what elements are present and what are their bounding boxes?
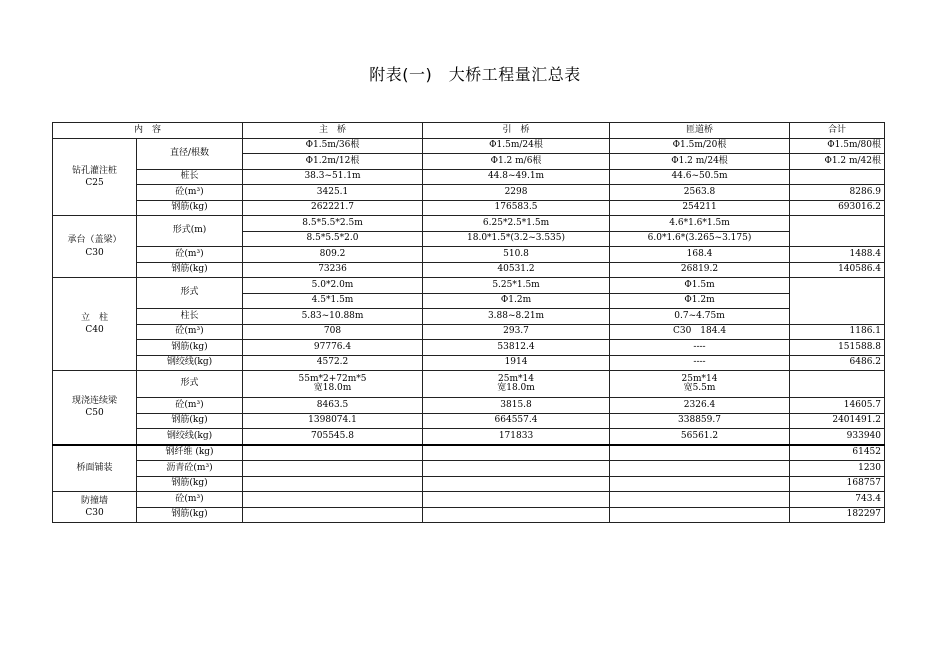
cell: 182297: [790, 507, 885, 523]
cell: 18.0*1.5*(3.2~3.535): [423, 231, 610, 247]
cell: 5.0*2.0m: [243, 278, 423, 294]
cell: 6.25*2.5*1.5m: [423, 216, 610, 232]
cell: [243, 507, 423, 523]
cell: Φ1.2m: [610, 293, 790, 309]
cell: 25m*14 宽18.0m: [423, 371, 610, 398]
header-approach-bridge: 引 桥: [423, 123, 610, 139]
section-barrier: 防撞墙 C30: [53, 492, 137, 523]
cell: [610, 461, 790, 477]
row-label: 钢筋(kg): [137, 476, 243, 492]
table-row: [53, 340, 885, 356]
cell: [243, 476, 423, 492]
cell: 6486.2: [790, 355, 885, 371]
row-label: 砼(m³): [137, 324, 243, 340]
cell: 5.25*1.5m: [423, 278, 610, 294]
cell: 140586.4: [790, 262, 885, 278]
table-row: [53, 371, 885, 398]
cell: 262221.7: [243, 200, 423, 216]
cell: 151588.8: [790, 340, 885, 356]
cell: 5.83~10.88m: [243, 309, 423, 325]
cell: [423, 492, 610, 508]
cell: 338859.7: [610, 413, 790, 429]
row-label: 钢筋(kg): [137, 413, 243, 429]
quantity-summary-table: [52, 122, 885, 523]
row-label: 钢纤维 (kg): [137, 445, 243, 461]
cell: 6.0*1.6*(3.265~3.175): [610, 231, 790, 247]
table-row: [53, 445, 885, 461]
table-row: [53, 169, 885, 185]
row-label: 砼(m³): [137, 492, 243, 508]
cell: 664557.4: [423, 413, 610, 429]
section-cap: 承台（盖梁） C30: [53, 216, 137, 278]
cell: 1488.4: [790, 247, 885, 263]
header-total: 合计: [790, 123, 885, 139]
cell: 933940: [790, 429, 885, 445]
cell: 4.5*1.5m: [243, 293, 423, 309]
cell: 693016.2: [790, 200, 885, 216]
table-row: [53, 262, 885, 278]
cell: 55m*2+72m*5 宽18.0m: [243, 371, 423, 398]
table-row: [53, 324, 885, 340]
cell: 1186.1: [790, 324, 885, 340]
row-label: 钢绞线(kg): [137, 355, 243, 371]
cell: Φ1.5m/80根: [790, 138, 885, 154]
cell: Φ1.2m/12根: [243, 154, 423, 170]
cell: Φ1.5m/20根: [610, 138, 790, 154]
row-label: 钢绞线(kg): [137, 429, 243, 445]
cell: 254211: [610, 200, 790, 216]
cell: 53812.4: [423, 340, 610, 356]
cell: 4572.2: [243, 355, 423, 371]
cell: 44.6~50.5m: [610, 169, 790, 185]
cell: [790, 169, 885, 185]
row-label: 柱长: [137, 309, 243, 325]
table-row: [53, 247, 885, 263]
table-row: [53, 413, 885, 429]
table-row: [53, 429, 885, 445]
cell: 8.5*5.5*2.5m: [243, 216, 423, 232]
row-label: 砼(m³): [137, 247, 243, 263]
cell: 8286.9: [790, 185, 885, 201]
row-label: 沥青砼(m³): [137, 461, 243, 477]
cell: 168.4: [610, 247, 790, 263]
row-label: 砼(m³): [137, 398, 243, 414]
cell: 3425.1: [243, 185, 423, 201]
row-label: 钢筋(kg): [137, 262, 243, 278]
header-main-bridge: 主 桥: [243, 123, 423, 139]
cell: Φ1.5m/24根: [423, 138, 610, 154]
cell: [423, 507, 610, 523]
cell: 40531.2: [423, 262, 610, 278]
cell: 26819.2: [610, 262, 790, 278]
table-row: [53, 355, 885, 371]
cell: [610, 492, 790, 508]
cell: [790, 216, 885, 247]
cell: [423, 476, 610, 492]
cell: [423, 445, 610, 461]
cell: 1398074.1: [243, 413, 423, 429]
cell: Φ1.2m: [423, 293, 610, 309]
cell: 3815.8: [423, 398, 610, 414]
row-label: 钢筋(kg): [137, 200, 243, 216]
row-label: 钢筋(kg): [137, 507, 243, 523]
cell: [243, 492, 423, 508]
cell: 44.8~49.1m: [423, 169, 610, 185]
table-row: [53, 309, 885, 325]
table-row: [53, 507, 885, 523]
cell: C30 184.4: [610, 324, 790, 340]
cell: 3.88~8.21m: [423, 309, 610, 325]
cell: [243, 461, 423, 477]
cell: 171833: [423, 429, 610, 445]
cell: ----: [610, 340, 790, 356]
table-row: [53, 200, 885, 216]
cell: 510.8: [423, 247, 610, 263]
row-label: 钢筋(kg): [137, 340, 243, 356]
cell: 61452: [790, 445, 885, 461]
table-row: [53, 216, 885, 232]
cell: 809.2: [243, 247, 423, 263]
section-girder: 现浇连续梁 C50: [53, 371, 137, 445]
cell: 2563.8: [610, 185, 790, 201]
row-label: 形式(m): [137, 216, 243, 247]
header-content: 内 容: [53, 123, 243, 139]
cell: [610, 476, 790, 492]
table-row: [53, 461, 885, 477]
table-row: [53, 138, 885, 154]
cell: Φ1.2 m/42根: [790, 154, 885, 170]
cell: 293.7: [423, 324, 610, 340]
row-label: 直径/根数: [137, 138, 243, 169]
cell: ----: [610, 355, 790, 371]
cell: [243, 445, 423, 461]
cell: [790, 278, 885, 325]
cell: [423, 461, 610, 477]
cell: 38.3~51.1m: [243, 169, 423, 185]
cell: Φ1.5m/36根: [243, 138, 423, 154]
cell: Φ1.5m: [610, 278, 790, 294]
cell: 705545.8: [243, 429, 423, 445]
table-row: [53, 185, 885, 201]
row-label: 形式: [137, 371, 243, 398]
row-label: 桩长: [137, 169, 243, 185]
cell: 2326.4: [610, 398, 790, 414]
cell: [610, 445, 790, 461]
cell: 8463.5: [243, 398, 423, 414]
cell: 1230: [790, 461, 885, 477]
row-label: 砼(m³): [137, 185, 243, 201]
table-row: [53, 476, 885, 492]
cell: 176583.5: [423, 200, 610, 216]
header-ramp-bridge: 匝道桥: [610, 123, 790, 139]
cell: Φ1.2 m/6根: [423, 154, 610, 170]
section-pier: 立 柱 C40: [53, 278, 137, 371]
cell: 73236: [243, 262, 423, 278]
cell: 25m*14 宽5.5m: [610, 371, 790, 398]
cell: 168757: [790, 476, 885, 492]
cell: [790, 371, 885, 398]
cell: 4.6*1.6*1.5m: [610, 216, 790, 232]
table-header-row: [53, 123, 885, 139]
cell: 2401491.2: [790, 413, 885, 429]
cell: 1914: [423, 355, 610, 371]
cell: 708: [243, 324, 423, 340]
table-row: [53, 398, 885, 414]
page-title: 附表(一) 大桥工程量汇总表: [369, 65, 581, 84]
cell: Φ1.2 m/24根: [610, 154, 790, 170]
cell: 56561.2: [610, 429, 790, 445]
cell: 14605.7: [790, 398, 885, 414]
section-pile: 钻孔灌注桩 C25: [53, 138, 137, 216]
row-label: 形式: [137, 278, 243, 309]
section-deck: 桥面铺装: [53, 445, 137, 492]
cell: 743.4: [790, 492, 885, 508]
cell: 97776.4: [243, 340, 423, 356]
cell: [610, 507, 790, 523]
cell: 2298: [423, 185, 610, 201]
table-row: [53, 492, 885, 508]
table-row: [53, 278, 885, 294]
cell: 0.7~4.75m: [610, 309, 790, 325]
cell: 8.5*5.5*2.0: [243, 231, 423, 247]
